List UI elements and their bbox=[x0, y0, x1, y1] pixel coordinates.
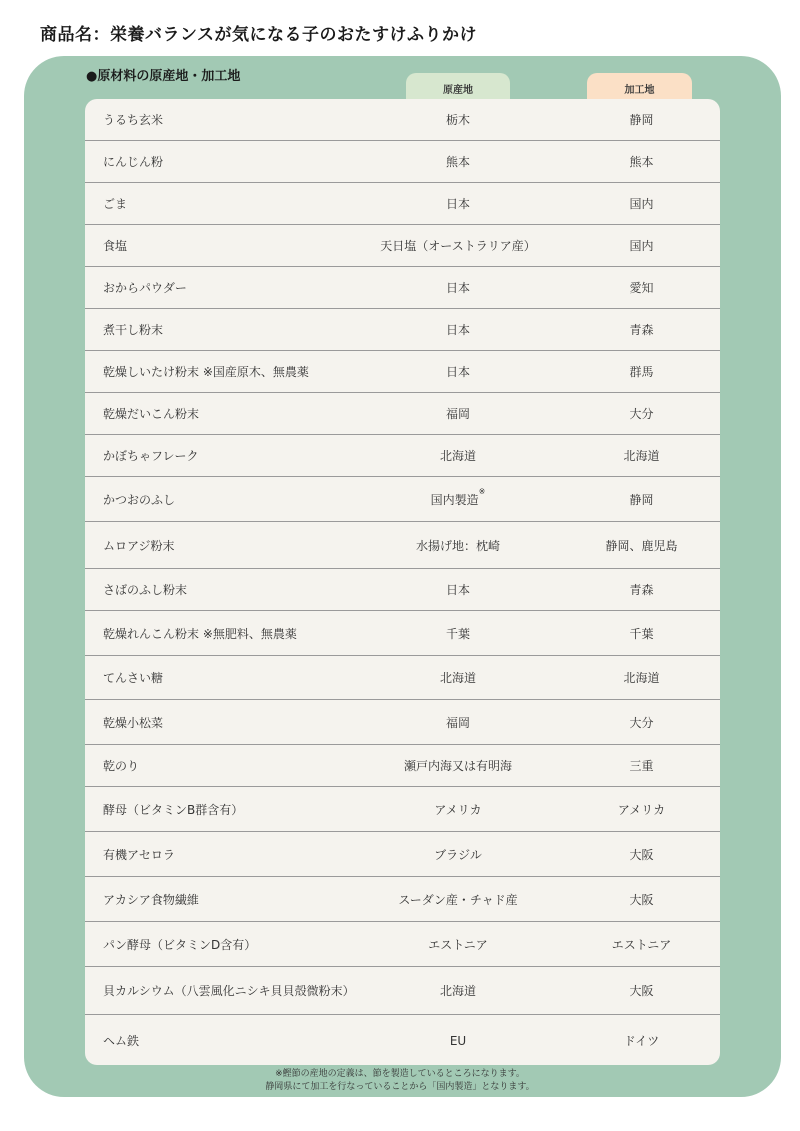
origin-value: 北海道 bbox=[439, 671, 476, 685]
origin-value: 栃木 bbox=[445, 113, 470, 127]
process-cell: 大分 bbox=[629, 715, 654, 730]
origin-cell bbox=[353, 581, 563, 598]
process-cell: 千葉 bbox=[629, 626, 654, 641]
table-row bbox=[85, 522, 720, 569]
origin-cell bbox=[353, 936, 563, 953]
origin-cell bbox=[353, 846, 563, 863]
process-cell: 青森 bbox=[629, 323, 654, 337]
process-cell: アメリカ bbox=[617, 802, 666, 817]
ingredient-name: 貝カルシウム（八雲風化ニシキ貝貝殻微粉末） bbox=[103, 984, 355, 998]
origin-cell bbox=[353, 982, 563, 999]
process-cell: 大分 bbox=[629, 407, 654, 421]
ingredient-name: うるち玄米 bbox=[103, 113, 164, 127]
origin-cell bbox=[353, 891, 563, 908]
origin-value: 日本 bbox=[445, 197, 470, 211]
ingredient-name: ヘム鉄 bbox=[103, 1034, 140, 1048]
table-row bbox=[85, 787, 720, 832]
origin-value: スーダン産・チャド産 bbox=[398, 892, 518, 907]
origin-cell bbox=[353, 405, 563, 422]
origin-value: 日本 bbox=[445, 323, 470, 337]
ingredient-name: ごま bbox=[103, 197, 128, 211]
footnote bbox=[0, 1068, 800, 1094]
origin-cell bbox=[353, 111, 563, 128]
origin-cell bbox=[353, 447, 563, 464]
origin-column-header: 原産地 bbox=[406, 73, 510, 105]
table-row bbox=[85, 477, 720, 522]
ingredient-name: 煮干し粉末 bbox=[103, 323, 164, 337]
origin-value: 福岡 bbox=[445, 407, 470, 421]
origin-value: 熊本 bbox=[445, 155, 470, 169]
origin-cell bbox=[353, 321, 563, 338]
process-cell: 愛知 bbox=[629, 281, 654, 295]
origin-value: 福岡 bbox=[445, 715, 470, 730]
ingredient-name: 酵母（ビタミンB群含有） bbox=[103, 802, 244, 817]
table-row bbox=[85, 1015, 720, 1066]
origin-value: 日本 bbox=[445, 281, 470, 295]
process-cell: 国内 bbox=[629, 239, 654, 253]
ingredient-name: パン酵母（ビタミンD含有） bbox=[103, 937, 257, 952]
ingredient-name: てんさい糖 bbox=[103, 671, 164, 685]
origin-cell bbox=[353, 363, 563, 380]
table-row bbox=[85, 351, 720, 393]
process-cell: 静岡 bbox=[629, 492, 654, 507]
origin-cell bbox=[353, 279, 563, 296]
table-row bbox=[85, 877, 720, 922]
process-cell: 大阪 bbox=[629, 892, 654, 907]
origin-cell bbox=[353, 1034, 563, 1048]
ingredient-name: 乾燥だいこん粉末 bbox=[103, 407, 200, 421]
table-row bbox=[85, 656, 720, 700]
origin-cell bbox=[353, 801, 563, 818]
process-cell: 三重 bbox=[629, 759, 654, 773]
ingredient-name: にんじん粉 bbox=[103, 155, 164, 169]
process-cell: 青森 bbox=[629, 583, 654, 597]
origin-cell bbox=[353, 486, 563, 508]
origin-value: 瀬戸内海又は有明海 bbox=[403, 759, 512, 773]
ingredient-name: 有機アセロラ bbox=[103, 847, 175, 862]
process-cell: エストニア bbox=[611, 937, 672, 952]
origin-value: 国内製造 bbox=[430, 492, 479, 507]
origin-cell bbox=[353, 237, 563, 254]
table-row bbox=[85, 225, 720, 267]
origin-value: 北海道 bbox=[439, 449, 476, 463]
table-row bbox=[85, 700, 720, 745]
table-row bbox=[85, 309, 720, 351]
origin-value: 水揚げ地：枕崎 bbox=[415, 538, 500, 553]
origin-cell bbox=[353, 537, 563, 554]
table-rows bbox=[85, 99, 720, 1066]
process-cell: 静岡 bbox=[629, 113, 654, 127]
ingredient-name: アカシア食物繊維 bbox=[103, 892, 199, 907]
process-cell: 北海道 bbox=[623, 671, 660, 685]
footnote-line-1: ※鰹節の産地の定義は、節を製造しているところになります。 bbox=[275, 1069, 525, 1079]
origin-cell bbox=[353, 714, 563, 731]
ingredient-name: さばのふし粉末 bbox=[103, 583, 188, 597]
ingredient-name: かつおのふし bbox=[103, 492, 176, 507]
process-cell: 静岡、鹿児島 bbox=[605, 538, 678, 553]
ingredient-name: おからパウダー bbox=[103, 281, 187, 295]
ingredient-name: 食塩 bbox=[103, 239, 128, 253]
ingredient-name: 乾のり bbox=[103, 759, 140, 773]
process-cell: 大阪 bbox=[629, 847, 654, 862]
section-heading: ●原材料の原産地・加工地 bbox=[86, 69, 241, 84]
origin-value: 日本 bbox=[445, 583, 470, 597]
table-row bbox=[85, 99, 720, 141]
table-row bbox=[85, 141, 720, 183]
table-row bbox=[85, 393, 720, 435]
table-row bbox=[85, 832, 720, 877]
origin-cell bbox=[353, 669, 563, 686]
origin-cell bbox=[353, 625, 563, 642]
product-title: 商品名：栄養バランスが気になる子のおたすけふりかけ bbox=[40, 25, 477, 45]
origin-value: ブラジル bbox=[434, 847, 482, 862]
table-row bbox=[85, 569, 720, 611]
origin-cell bbox=[353, 153, 563, 170]
table-row bbox=[85, 922, 720, 967]
ingredients-table bbox=[85, 99, 720, 1065]
origin-value: アメリカ bbox=[434, 802, 482, 817]
origin-value: EU bbox=[449, 1033, 467, 1048]
process-cell: 群馬 bbox=[629, 365, 654, 379]
process-cell: 大阪 bbox=[629, 984, 654, 998]
process-column-header: 加工地 bbox=[587, 73, 692, 105]
footnote-line-2: 静岡県にて加工を行なっていることから「国内製造」となります。 bbox=[265, 1082, 535, 1092]
table-row bbox=[85, 435, 720, 477]
process-cell: ドイツ bbox=[623, 1034, 660, 1048]
ingredient-name: 乾燥れんこん粉末 ※無肥料、無農薬 bbox=[103, 626, 297, 641]
process-cell: 北海道 bbox=[623, 449, 660, 463]
ingredient-name: かぼちゃフレーク bbox=[103, 449, 199, 463]
ingredient-name: ムロアジ粉末 bbox=[103, 538, 175, 553]
origin-value: エストニア bbox=[428, 937, 488, 952]
table-row bbox=[85, 267, 720, 309]
table-row bbox=[85, 745, 720, 787]
ingredient-name: 乾燥小松菜 bbox=[103, 715, 164, 730]
table-row bbox=[85, 611, 720, 656]
origin-value: 千葉 bbox=[445, 626, 470, 641]
process-cell: 熊本 bbox=[629, 155, 654, 169]
ingredient-name: 乾燥しいたけ粉末 ※国産原木、無農薬 bbox=[103, 365, 309, 379]
footnote-mark: ※ bbox=[478, 486, 486, 496]
origin-cell bbox=[353, 757, 563, 774]
origin-value: 北海道 bbox=[439, 984, 476, 998]
origin-value: 天日塩（オーストラリア産） bbox=[380, 239, 536, 253]
origin-cell bbox=[353, 195, 563, 212]
table-row bbox=[85, 967, 720, 1015]
origin-value: 日本 bbox=[445, 365, 470, 379]
process-cell: 国内 bbox=[629, 197, 654, 211]
table-row bbox=[85, 183, 720, 225]
